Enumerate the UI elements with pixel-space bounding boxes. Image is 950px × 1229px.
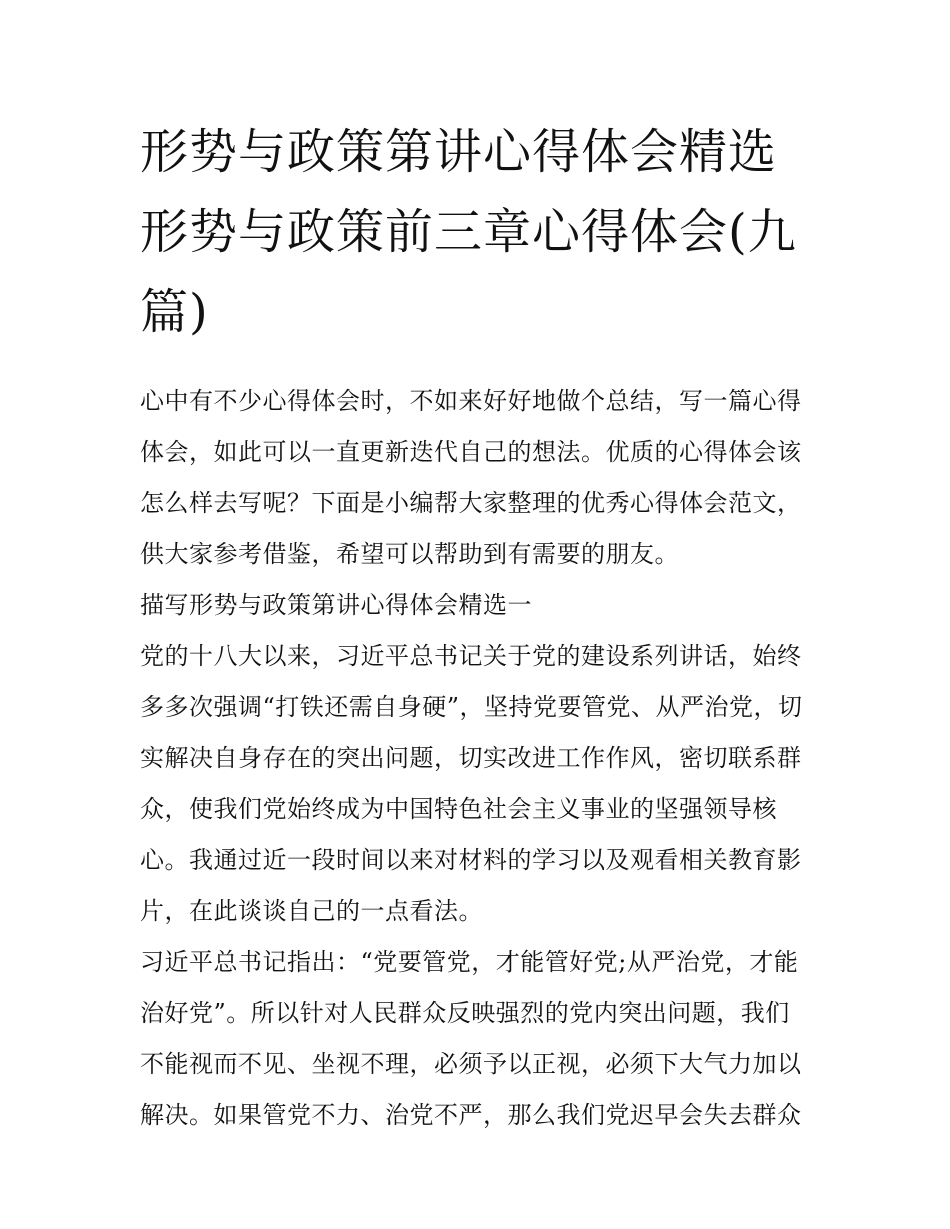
intro-paragraph: 心中有不少心得体会时，不如来好好地做个总结，写一篇心得体会，如此可以一直更新迭代自己的想法。优质的心得体会该怎么样去写呢？下面是小编帮大家整理的优秀心得体会范文，供大家参考借鉴，希望可以帮助到有需要的朋友。 — [140, 387, 802, 568]
document-body — [140, 376, 812, 1141]
document-content — [140, 112, 812, 1141]
body-paragraph: 习近平总书记指出：“党要管党，才能管好党;从严治党，才能治好党”。所以针对人民群众反映强烈的党内突出问题，我们不能视而不见、坐视不理，必须予以正视，必须下大气力加以解决。如果管党不力、治党不严，那么我们党迟早会失去群众 — [140, 948, 802, 1129]
section-heading: 描写形势与政策第讲心得体会精选一 — [140, 591, 532, 619]
document-title: 形势与政策第讲心得体会精选形势与政策前三章心得体会(九篇) — [140, 124, 797, 340]
body-paragraph: 党的十八大以来，习近平总书记关于党的建设系列讲话，始终多多次强调“打铁还需自身硬”，坚持党要管党、从严治党，切实解决自身存在的突出问题，切实改进工作作风，密切联系群众，使我们党始终成为中国特色社会主义事业的坚强领导核心。我通过近一段时间以来对材料的学习以及观看相关教育影片，在此谈谈自己的一点看法。 — [140, 642, 803, 925]
